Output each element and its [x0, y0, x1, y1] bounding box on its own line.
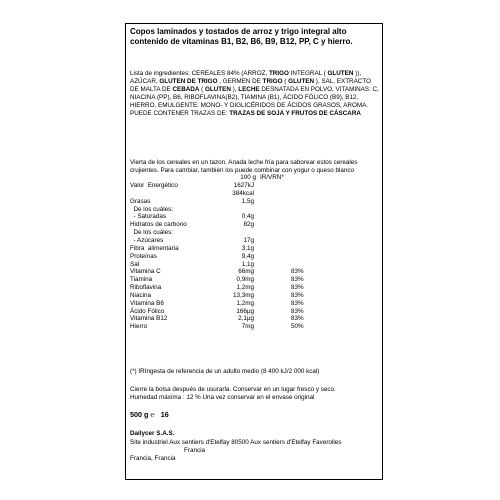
allergen-text: GLUTEN DE TRIGO: [159, 77, 218, 85]
product-title: Copos laminados y tostados de arroz y trigo integral alto contenido de vitaminas B1, B2, B6, B9, B12, PP, C y hierro.: [130, 27, 353, 46]
nutrition-label: De los cuáles:: [130, 229, 174, 237]
ingredient-text: (: [282, 77, 289, 85]
nutrition-label: - Azúcares: [130, 236, 164, 244]
ingredient-text: DESNATADA EN POLVO, VITAMINAS: C, NIACINA (PP), B6, RIBOFLAVINA(B2), TIAMINA (B1), ÁCIDO FÓLICO (B9), B12, HIERRO, EMULGENTE: MONO- Y DIGLICÉRIDOS DE ÁCIDOS GRASOS, AROMA. PUEDE CONTENER TRAZAS DE:: [130, 85, 379, 117]
nutrition-value: 3,1g: [241, 244, 254, 252]
nutrition-value: 1,2mg: [236, 284, 254, 292]
address-line-1: Site industriel Aux sentiers d'Etelfay 80500 Aux sentiers d'Etelfay Faverolles: [130, 439, 342, 446]
allergen-text: GLUTEN: [205, 85, 231, 93]
nutrition-value: 2,1µg: [238, 315, 254, 323]
ingredient-text: Lista de ingredientes: CEREALES 84% (ARROZ,: [130, 70, 269, 77]
company-name: Dailycer S.A.S.: [130, 430, 175, 437]
allergen-text: CEBADA: [172, 85, 200, 93]
nutrition-label: Vitamina B6: [130, 299, 164, 307]
nutrition-label: Vitamina C: [130, 268, 161, 276]
nutrition-ir: 83%: [291, 276, 304, 284]
nutrition-ir: 83%: [291, 284, 304, 292]
nutrition-label: Hidratos de carbono: [130, 221, 187, 229]
nutrition-ir: 83%: [291, 307, 304, 315]
reference-footnote: (*) IRIngesta de referencia de un adulto medio (8 400 kJ/2 000 kcal): [130, 368, 320, 375]
allergen-text: GLUTEN: [327, 70, 354, 77]
nutrition-ir: 83%: [291, 315, 304, 323]
label-panel: [125, 23, 383, 480]
nutrition-label: Tiamina: [130, 276, 153, 284]
estimated-sign-icon: ℮: [150, 410, 155, 419]
usage-instructions: Vierta de los cereales en un tazon. Anada leche fría para saborear estos cereales crujientes. Para cambiar, también los puede combinar con yogur o queso blanco: [130, 159, 358, 174]
ingredient-text: , GERMEN DE: [217, 77, 263, 85]
weight-extra: 16: [160, 410, 169, 419]
nutrition-label: Niacina: [130, 291, 151, 299]
ingredient-text: ),: [230, 85, 239, 93]
allergen-text: GLUTEN: [288, 77, 315, 85]
net-weight: [130, 411, 169, 419]
nutrition-value: 82g: [243, 221, 254, 229]
nutrition-value: 0,4g: [241, 213, 254, 221]
nutrition-value: 17g: [243, 236, 254, 244]
nutrition-label: Sal: [130, 260, 140, 268]
nutrition-value: 13,3mg: [232, 291, 254, 299]
nutrition-header-ir: IR/VRN*: [260, 174, 284, 181]
nutrition-label: Riboflavina: [130, 284, 162, 292]
ingredient-text: )), AZÚCAR,: [130, 70, 362, 85]
allergen-text: TRIGO: [262, 77, 283, 85]
storage-line-1: Cierre la bolsa después de usurarla. Conservar en un lugar fresco y seco.: [130, 386, 336, 393]
nutrition-label: Ácido Fólico: [130, 307, 165, 315]
address-line-3: Francia, Francia: [130, 455, 176, 462]
nutrition-label: Proteínas: [130, 252, 157, 260]
ingredient-text: (: [199, 85, 206, 93]
nutrition-ir: 83%: [291, 299, 304, 307]
allergen-text: TRAZAS DE SOJA Y FRUTOS DE CÁSCARA: [229, 109, 361, 117]
nutrition-ir: 83%: [291, 268, 304, 276]
nutrition-label: Fibra alimentaria: [130, 244, 179, 252]
nutrition-value: 384kcal: [232, 189, 254, 197]
nutrition-label: De los cuáles:: [130, 205, 174, 213]
nutrition-label: - Saturadas: [130, 213, 167, 221]
nutrition-label: Vitamina B12: [130, 315, 168, 323]
allergen-text: TRIGO: [268, 70, 289, 77]
nutrition-value: 0,9mg: [236, 276, 254, 284]
allergen-text: LECHE: [238, 85, 260, 93]
nutrition-label: Hierro: [130, 323, 148, 331]
ingredient-text: INTEGRAL (: [288, 70, 328, 77]
nutrition-value: 1,5g: [241, 197, 254, 205]
nutrition-value: 66mg: [238, 268, 254, 276]
nutrition-header-per: 100 g: [240, 174, 256, 181]
nutrition-value: 9,4g: [241, 252, 254, 260]
nutrition-ir: 50%: [291, 323, 304, 331]
weight-value: 500 g: [130, 410, 149, 419]
ingredient-text: ), SAL, EXTRACTO DE MALTA DE: [130, 77, 371, 93]
nutrition-label: Valor Energético: [130, 182, 178, 189]
nutrition-label: Grasas: [130, 197, 151, 205]
storage-line-2: Humedad máxima : 12 % Una vez conservar en el envase original: [130, 394, 315, 401]
nutrition-value: 1,1g: [241, 260, 254, 268]
nutrition-value: 1,2mg: [236, 299, 254, 307]
nutrition-ir: 83%: [291, 291, 304, 299]
nutrition-value: 1627kJ: [233, 182, 254, 189]
nutrition-value: 7mg: [241, 323, 254, 331]
nutrition-value: 166µg: [236, 307, 254, 315]
address-line-2: Francia: [184, 447, 205, 454]
